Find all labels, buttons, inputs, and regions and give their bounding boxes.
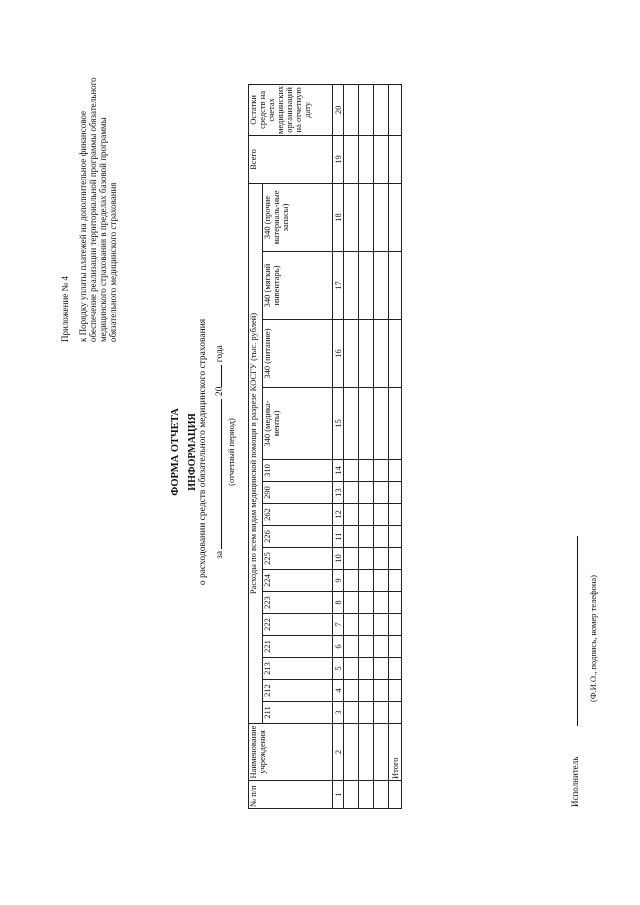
header-kosgu: 340 (прочие материаль-ные запасы) (263, 184, 333, 252)
header-kosgu: 340 (медика-менты) (263, 388, 333, 460)
header-kosgu: 340 (мягкий инвентарь) (263, 252, 333, 320)
header-kosgu: 224 (263, 570, 333, 592)
column-number: 13 (333, 482, 344, 504)
header-num: № п/п (249, 781, 333, 809)
header-kosgu: 212 (263, 680, 333, 702)
total-label: Итого (389, 724, 402, 781)
signature-blank (568, 536, 578, 726)
table-row (374, 84, 389, 808)
header-kosgu: 211 (263, 702, 333, 724)
signature-label: Исполнитель (570, 756, 580, 807)
header-kosgu: 223 (263, 592, 333, 614)
appendix-block (60, 62, 118, 342)
header-expenses-group: Расходы по всем видам медицинской помощи в разрезе КОСГУ (тыс. рублей) (249, 184, 263, 724)
header-name: Наименование учреждения (249, 724, 333, 781)
report-form-page (20, 47, 620, 857)
period-prefix: за (215, 550, 225, 559)
appendix-number: Приложение № 4 (60, 276, 70, 342)
period-suffix: года (215, 345, 225, 363)
column-number: 20 (333, 84, 344, 135)
signature-line (568, 536, 580, 807)
column-number: 16 (333, 320, 344, 388)
column-number: 9 (333, 570, 344, 592)
column-number: 11 (333, 526, 344, 548)
column-number: 4 (333, 680, 344, 702)
header-kosgu: 222 (263, 614, 333, 636)
report-subtitle: о расходовании средств обязательного медицинского страхования (198, 318, 208, 586)
header-kosgu: 340 (питание) (263, 320, 333, 388)
column-number: 10 (333, 548, 344, 570)
header-kosgu: 290 (263, 482, 333, 504)
column-number: 1 (333, 781, 344, 809)
header-kosgu: 213 (263, 658, 333, 680)
table-row (344, 84, 359, 808)
period-line (212, 47, 226, 857)
column-number: 3 (333, 702, 344, 724)
header-kosgu: 262 (263, 504, 333, 526)
table-row (359, 84, 374, 808)
column-number: 17 (333, 252, 344, 320)
header-kosgu: 221 (263, 636, 333, 658)
header-kosgu: 226 (263, 526, 333, 548)
column-number: 8 (333, 592, 344, 614)
report-table (248, 84, 402, 809)
column-number: 7 (333, 614, 344, 636)
column-number: 5 (333, 658, 344, 680)
total-row (389, 84, 402, 808)
form-title: ФОРМА ОТЧЕТА (170, 408, 181, 496)
appendix-text: к Порядку уплаты платежей на дополнительное финансовое обеспечение реализации территориальной программы обязательного медицинского страхования в пределах базовой программы обязательного медицинского страхования (78, 77, 118, 342)
header-kosgu: 310 (263, 460, 333, 482)
period-caption: (отчетный период) (226, 418, 236, 486)
column-number: 19 (333, 136, 344, 184)
column-number: 18 (333, 184, 344, 252)
header-remainder: Остатки средств на счетах медицинских организаций на отчетную дату (249, 84, 333, 135)
column-number: 6 (333, 636, 344, 658)
signature-caption: (Ф.И.О., подпись, номер телефона) (588, 574, 598, 702)
report-heading (170, 47, 237, 857)
column-number: 12 (333, 504, 344, 526)
header-total: Всего (249, 136, 333, 184)
column-number: 14 (333, 460, 344, 482)
period-year: 20 (215, 386, 225, 397)
header-kosgu: 225 (263, 548, 333, 570)
year-blank (212, 365, 222, 387)
column-number: 2 (333, 724, 344, 781)
column-number: 15 (333, 388, 344, 460)
info-title: ИНФОРМАЦИЯ (187, 413, 198, 491)
period-blank (212, 399, 222, 549)
